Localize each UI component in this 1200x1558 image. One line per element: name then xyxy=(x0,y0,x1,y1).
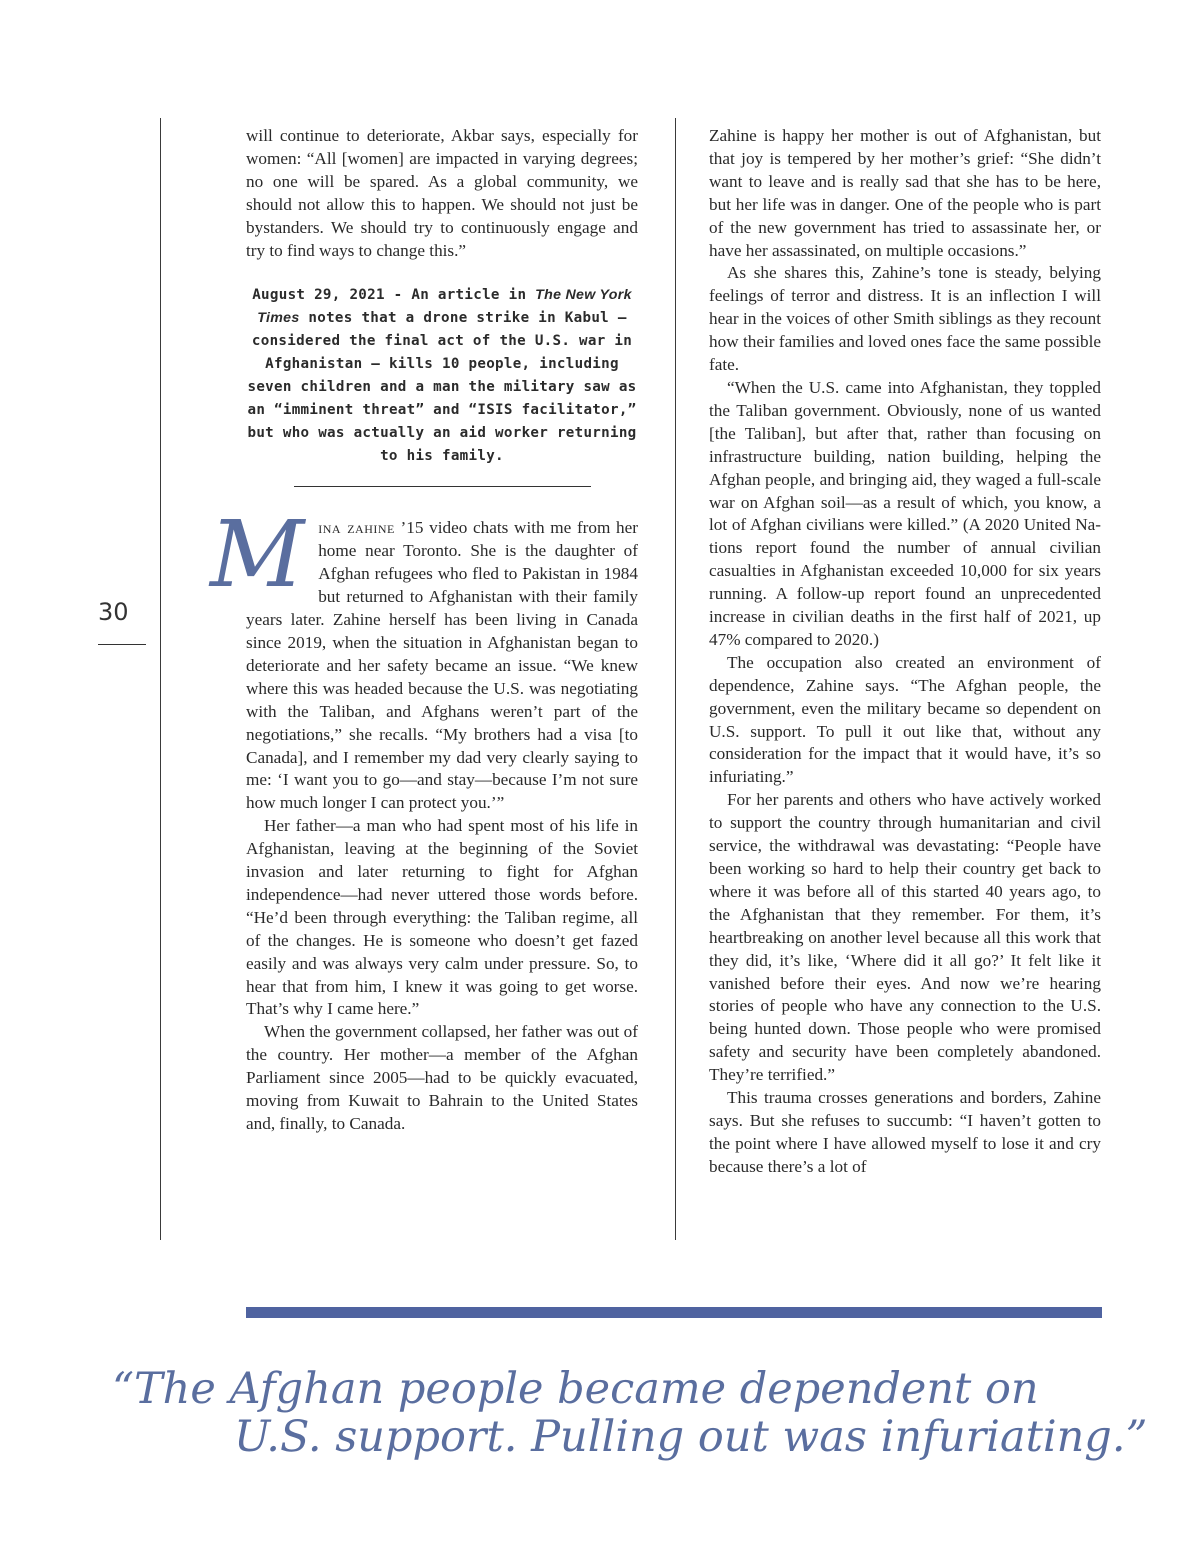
body-paragraph: Her father—a man who had spent most of his life in Afghanistan, leaving at the beginning of the Soviet invasion and later returning to fight for Afghan independence—had never uttered those words before. “He’d been through everything: the Taliban regime, all of the changes. He is someone who doesn’t get fazed easily and was always very calm under pressure. So, to hear that from him, I knew it was going to get worse. That’s why I came here.” xyxy=(246,816,638,1019)
body-paragraph: Zahine is happy her mother is out of Afghanistan, but that joy is tempered by her mother’s grief: “She didn’t want to leave and is really sad that she has to be here, but her life was in danger. One of the people who is part of the new government has tried to assassinate her, or have her assassinated, on multiple occasions.” xyxy=(709,126,1101,260)
drop-cap: M xyxy=(210,501,305,609)
left-margin-rule xyxy=(160,118,161,1240)
timeline-text-before: August 29, 2021 - An article in xyxy=(252,287,536,304)
pull-quote-bar xyxy=(246,1307,1102,1318)
timeline-text-after: notes that a drone strike in Kabul – considered the final act of the U.S. war in Afghanistan – kills 10 people, including seven children and a man the military saw as an “imminent threat” and “ISIS facilitator,” but who was actually an aid worker returning to his family. xyxy=(247,310,637,465)
pull-quote-line-1: “The Afghan people became dependent on xyxy=(112,1364,1039,1414)
body-paragraph: When the government collapsed, her father was out of the country. Her mother—a member of the Afghan Parliament since 2005—had to be quickly evacuated, moving from Kuwait to Bahrain to the United States and, finally, to Canada. xyxy=(246,1022,638,1133)
timeline-publication: The New York Times xyxy=(257,287,632,327)
lead-name: ina zahine xyxy=(318,518,395,538)
column-divider xyxy=(675,118,676,1240)
body-paragraph: “When the U.S. came into Afghanistan, they toppled the Taliban government. Obviously, none of us wanted [the Taliban], but after that, rather than focusing on infrastructure building, nation building, helping the Afghan people, and bringing aid, they waged a full-scale war on Afghan soil—as a result of which, you know, a lot of Afghan civilians were killed.” (A 2020 United Nations report found the number of annual civilian casualties in Afghanistan exceeded 10,000 for six years running. A follow-up report found an unprecedented increase in civilian deaths in the first half of 2021, up 47% compared to 2020.) xyxy=(709,377,1101,649)
body-paragraph: As she shares this, Zahine’s tone is steady, belying feelings of terror and distress. It is an inflection I will hear in the voices of other Smith siblings as they recount how their families and loved ones face the same possible fate. xyxy=(709,263,1101,375)
left-column xyxy=(210,125,638,1136)
page-number-rule xyxy=(98,644,146,645)
body-paragraph: This trauma crosses generations and borders, Zahine says. But she refuses to succumb: “I haven’t gotten to the point where I have allowed myself to lose it and cry because there’s a lot of xyxy=(709,1088,1101,1176)
body-paragraph: The occupation also created an environment of dependence, Zahine says. “The Afghan people, the government, even the military became so dependent on U.S. support. To pull it out like that, without any consideration for the impact that it would have, it’s so infuriating.” xyxy=(709,652,1101,787)
intro-paragraph: will continue to deteriorate, Akbar says, especially for women: “All [women] are impacted in varying degrees; no one will be spared. As a global community, we should not allow this to happen. We should not just be bystanders. We should try to continuously engage and try to find ways to change this.” xyxy=(246,126,638,260)
timeline-entry xyxy=(246,284,638,468)
pull-quote xyxy=(112,1365,1172,1461)
page-number: 30 xyxy=(98,598,129,626)
pull-quote-line-2: U.S. support. Pulling out was infuriating.” xyxy=(234,1412,1148,1462)
body-paragraph: For her parents and others who have actively worked to support the country through humanitarian and civil service, the withdrawal was devastating: “People have been working so hard to help their country get back to where it was before all of this started 40 years ago, to the Afghanistan that they remember. For them, it’s heartbreaking on another level because all this work that they did, it’s like, ‘Where did it all go?’ It felt like it vanished before their eyes. And now we’re hearing stories of people who have any connection to the U.S. being hunted down. Those people who were promised safety and security have been completely abandoned. They’re terrified.” xyxy=(709,790,1101,1085)
lead-paragraph xyxy=(210,501,638,815)
timeline-divider xyxy=(294,486,591,487)
lead-text: ’15 video chats with me from her home near Toronto. She is the daughter of Afghan refugees who fled to Pakistan in 1984 but returned to Afghanistan with their family years later. Zahine herself has been living in Canada since 2019, when the situation in Afghanistan began to deteriorate and her safety became an issue. “We knew where this was headed because the U.S. was negotiating with the Taliban, and Afghans weren’t part of the negotiations,” she recalls. “My brothers had a visa [to Canada], and I remember my dad very clearly saying to me: ‘I want you to go—and stay—because I’m not sure how much longer I can protect you.’” xyxy=(246,518,638,813)
right-column xyxy=(709,125,1101,1179)
